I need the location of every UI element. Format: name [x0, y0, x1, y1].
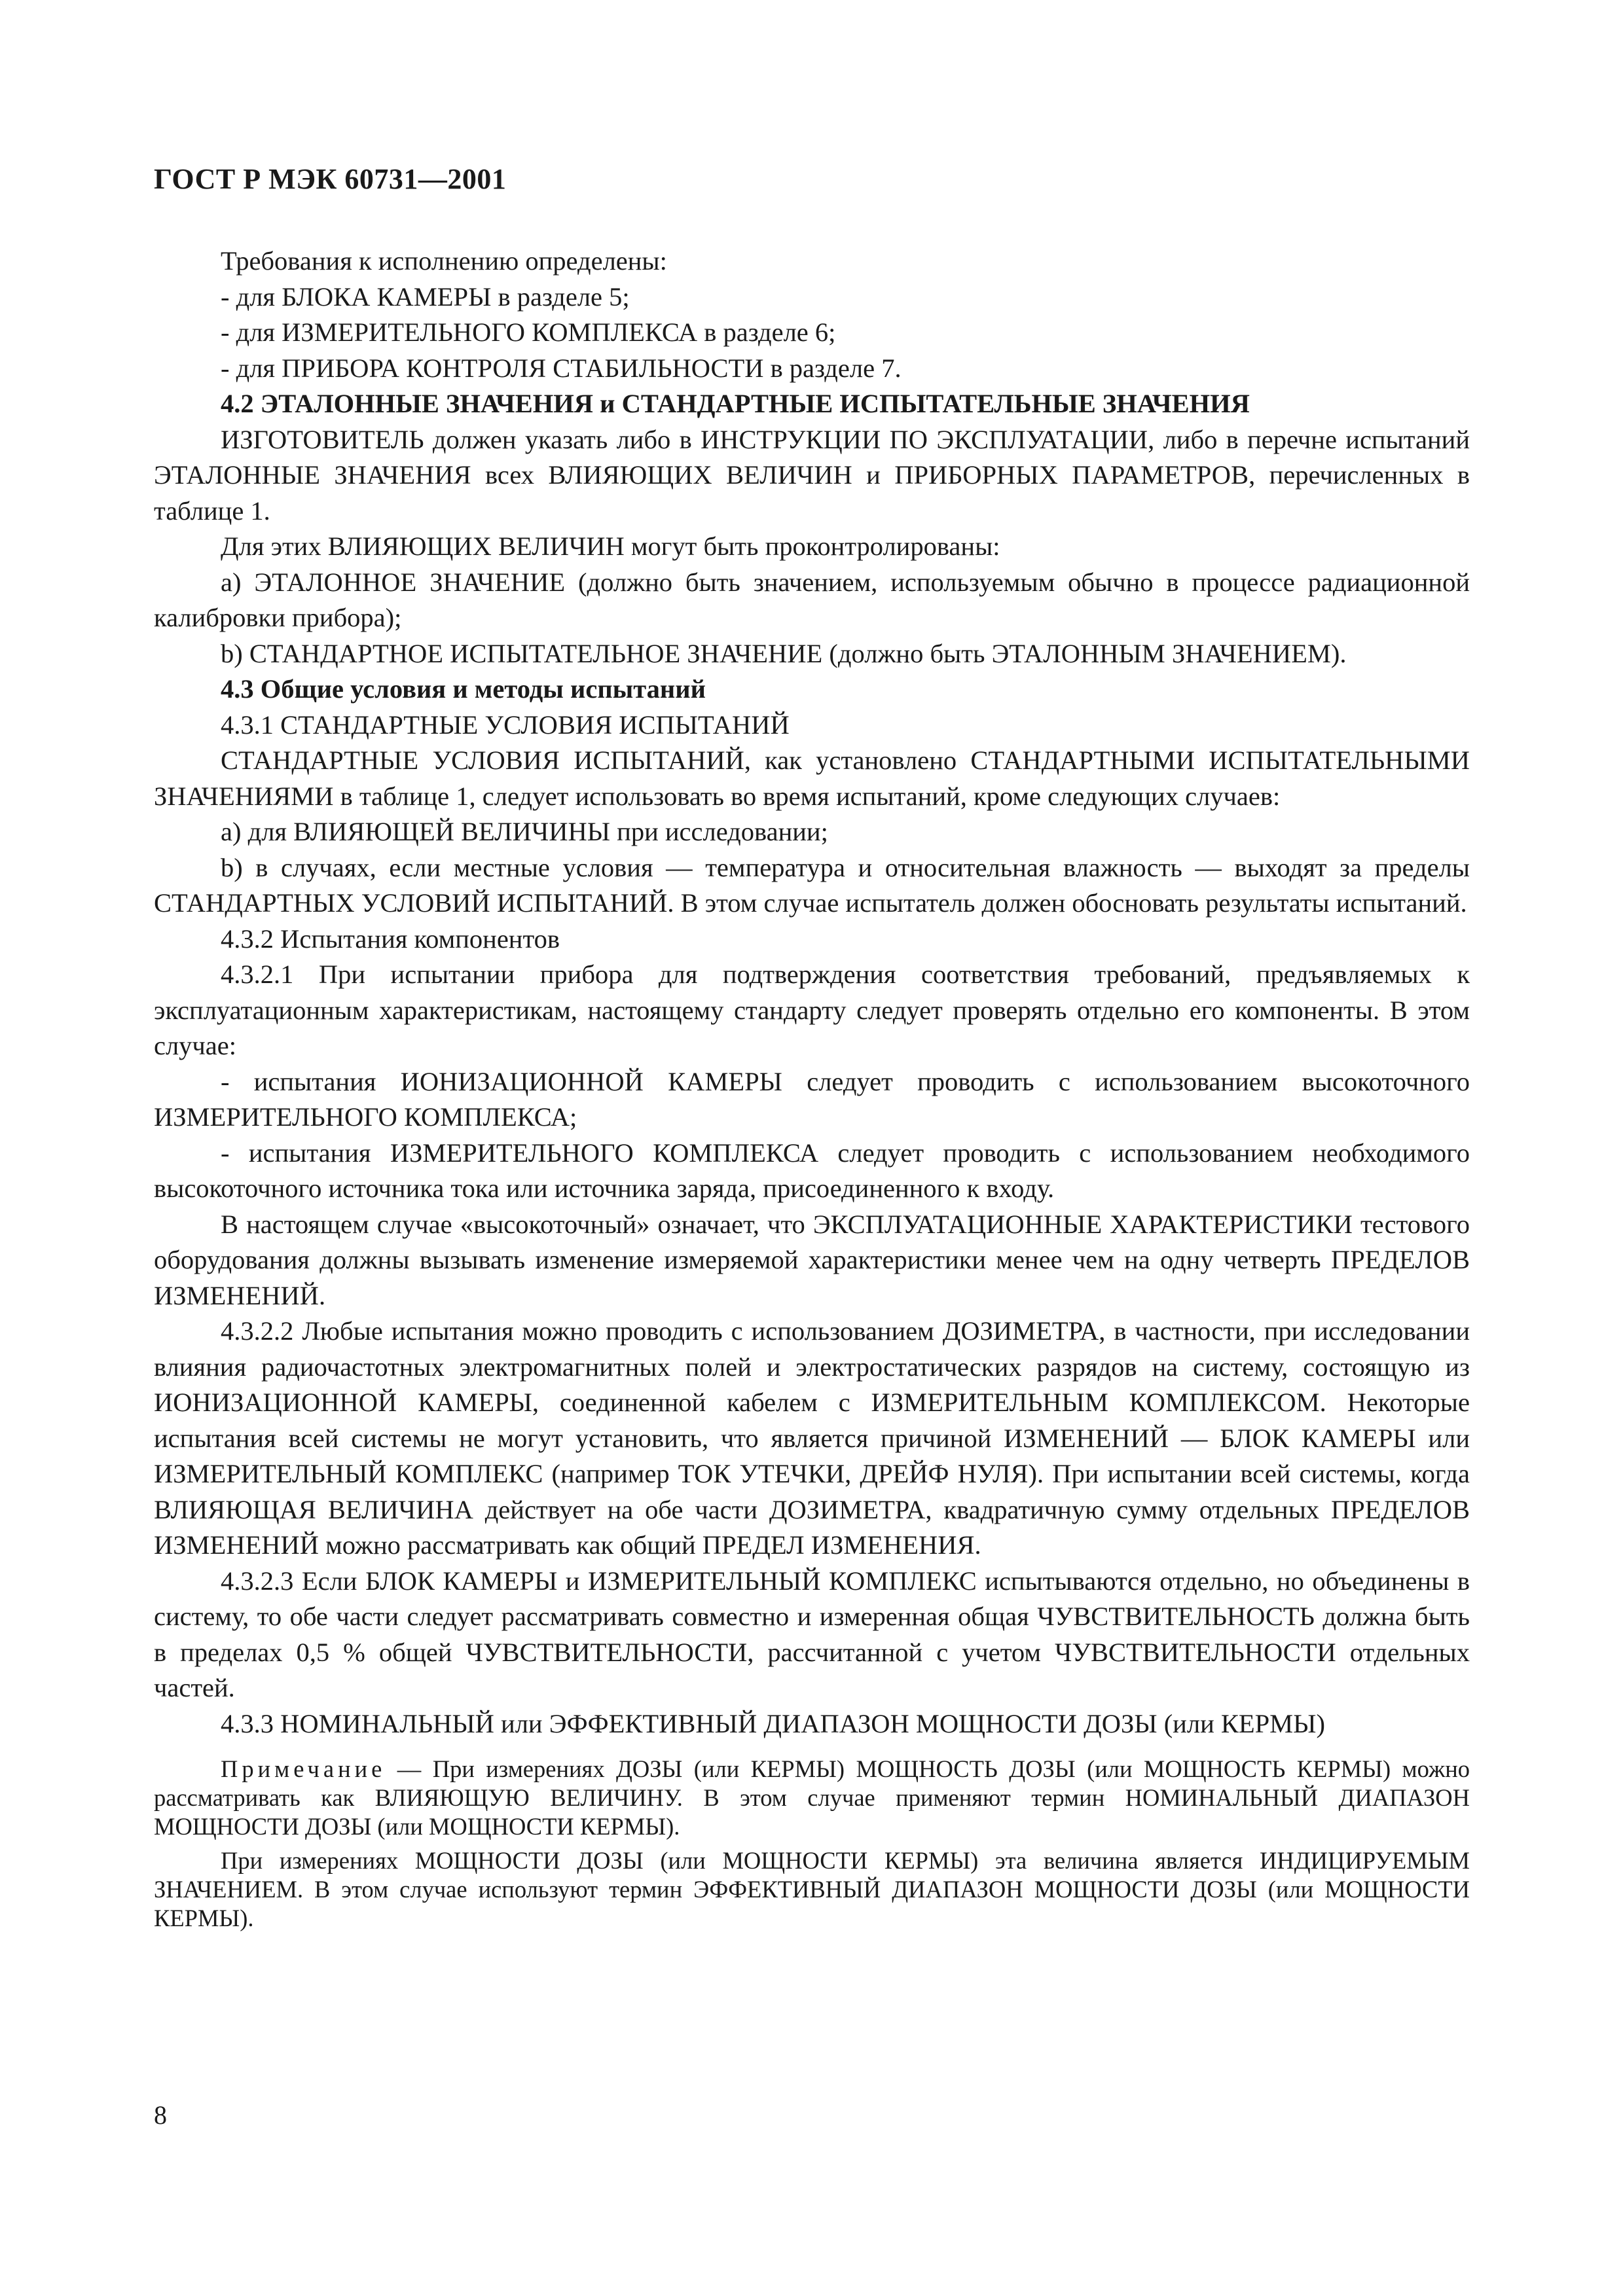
list-item: - для ПРИБОРА КОНТРОЛЯ СТАБИЛЬНОСТИ в разделе 7.	[221, 353, 902, 383]
list-item: - для БЛОКА КАМЕРЫ в разделе 5;	[221, 281, 630, 312]
list-item: а) ЭТАЛОННОЕ ЗНАЧЕНИЕ (должно быть значением, используемым обычно в процессе радиационной калибровки прибора);	[154, 567, 1470, 632]
note-label: Примечание	[221, 1755, 386, 1782]
section-heading-4-3: 4.3 Общие условия и методы испытаний	[221, 674, 706, 704]
note-paragraph	[154, 1755, 1470, 1841]
document-body	[154, 243, 1470, 1933]
paragraph: СТАНДАРТНЫЕ УСЛОВИЯ ИСПЫТАНИЙ, как установлено СТАНДАРТНЫМИ ИСПЫТАТЕЛЬНЫМИ ЗНАЧЕНИЯМИ в таблице 1, следует использовать во время испытаний, кроме следующих случаев:	[154, 745, 1470, 811]
list-item: - для ИЗМЕРИТЕЛЬНОГО КОМПЛЕКСА в разделе 6;	[221, 317, 836, 347]
note-paragraph-2: При измерениях МОЩНОСТИ ДОЗЫ (или МОЩНОСТИ КЕРМЫ) эта величина является ИНДИЦИРУЕМЫМ ЗНАЧЕНИЕМ. В этом случае используют термин ЭФФЕКТИВНЫЙ ДИАПАЗОН МОЩНОСТИ ДОЗЫ (или МОЩНОСТИ КЕРМЫ).	[154, 1847, 1470, 1931]
paragraph: ИЗГОТОВИТЕЛЬ должен указать либо в ИНСТРУКЦИИ ПО ЭКСПЛУАТАЦИИ, либо в перечне испытаний ЭТАЛОННЫЕ ЗНАЧЕНИЯ всех ВЛИЯЮЩИХ ВЕЛИЧИН и ПРИБОРНЫХ ПАРАМЕТРОВ, перечисленных в таблице 1.	[154, 424, 1470, 526]
paragraph: 4.3.2.1 При испытании прибора для подтверждения соответствия требований, предъявляемых к эксплуатационным характеристикам, настоящему стандарту следует проверять отдельно его компоненты. В этом случае:	[154, 960, 1470, 1060]
list-item: b) в случаях, если местные условия — температура и относительная влажность — выходят за пределы СТАНДАРТНЫХ УСЛОВИЙ ИСПЫТАНИЙ. В этом случае испытатель должен обосновать результаты испытаний.	[154, 852, 1470, 918]
page-number: 8	[154, 2100, 167, 2130]
document-header: ГОСТ Р МЭК 60731—2001	[154, 163, 507, 195]
section-heading-4-2: 4.2 ЭТАЛОННЫЕ ЗНАЧЕНИЯ и СТАНДАРТНЫЕ ИСПЫТАТЕЛЬНЫЕ ЗНАЧЕНИЯ	[221, 389, 1250, 418]
list-item: b) СТАНДАРТНОЕ ИСПЫТАТЕЛЬНОЕ ЗНАЧЕНИЕ (должно быть ЭТАЛОННЫМ ЗНАЧЕНИЕМ).	[221, 638, 1347, 668]
list-item: - испытания ИЗМЕРИТЕЛЬНОГО КОМПЛЕКСА следует проводить с использованием необходимого высокоточного источника тока или источника заряда, присоединенного к входу.	[154, 1138, 1470, 1203]
note-text: — При измерениях ДОЗЫ (или КЕРМЫ) МОЩНОСТЬ ДОЗЫ (или МОЩНОСТЬ КЕРМЫ) можно рассматривать как ВЛИЯЮЩУЮ ВЕЛИЧИНУ. В этом случае применяют термин НОМИНАЛЬНЫЙ ДИАПАЗОН МОЩНОСТИ ДОЗЫ (или МОЩНОСТИ КЕРМЫ).	[154, 1755, 1470, 1840]
paragraph: Требования к исполнению определены:	[221, 246, 667, 276]
list-item: а) для ВЛИЯЮЩЕЙ ВЕЛИЧИНЫ при исследовании;	[221, 817, 828, 846]
list-item: - испытания ИОНИЗАЦИОННОЙ КАМЕРЫ следует проводить с использованием высокоточного ИЗМЕРИТЕЛЬНОГО КОМПЛЕКСА;	[154, 1066, 1470, 1132]
subsection-heading-4-3-2: 4.3.2 Испытания компонентов	[221, 924, 560, 954]
paragraph: В настоящем случае «высокоточный» означает, что ЭКСПЛУАТАЦИОННЫЕ ХАРАКТЕРИСТИКИ тестового оборудования должны вызывать изменение измеряемой характеристики менее чем на одну четверть ПРЕДЕЛОВ ИЗМЕНЕНИЙ.	[154, 1209, 1470, 1310]
paragraph: 4.3.2.2 Любые испытания можно проводить с использованием ДОЗИМЕТРА, в частности, при исследовании влияния радиочастотных электромагнитных полей и электростатических разрядов на систему, состоящую из ИОНИЗАЦИОННОЙ КАМЕРЫ, соединенной кабелем с ИЗМЕРИТЕЛЬНЫМ КОМПЛЕКСОМ. Некоторые испытания всей системы не могут установить, что является причиной ИЗМЕНЕНИЙ — БЛОК КАМЕРЫ или ИЗМЕРИТЕЛЬНЫЙ КОМПЛЕКС (например ТОК УТЕЧКИ, ДРЕЙФ НУЛЯ). При испытании всей системы, когда ВЛИЯЮЩАЯ ВЕЛИЧИНА действует на обе части ДОЗИМЕТРА, квадратичную сумму отдельных ПРЕДЕЛОВ ИЗМЕНЕНИЙ можно рассматривать как общий ПРЕДЕЛ ИЗМЕНЕНИЯ.	[154, 1316, 1470, 1560]
subsection-heading-4-3-1: 4.3.1 СТАНДАРТНЫЕ УСЛОВИЯ ИСПЫТАНИЙ	[221, 709, 790, 740]
subsection-heading-4-3-3: 4.3.3 НОМИНАЛЬНЫЙ или ЭФФЕКТИВНЫЙ ДИАПАЗОН МОЩНОСТИ ДОЗЫ (или КЕРМЫ)	[221, 1708, 1325, 1738]
paragraph: Для этих ВЛИЯЮЩИХ ВЕЛИЧИН могут быть проконтролированы:	[221, 531, 1000, 561]
paragraph: 4.3.2.3 Если БЛОК КАМЕРЫ и ИЗМЕРИТЕЛЬНЫЙ КОМПЛЕКС испытываются отдельно, но объединены в систему, то обе части следует рассматривать совместно и измеренная общая ЧУВСТВИТЕЛЬНОСТЬ должна быть в пределах 0,5 % общей ЧУВСТВИТЕЛЬНОСТИ, рассчитанной с учетом ЧУВСТВИТЕЛЬНОСТИ отдельных частей.	[154, 1566, 1470, 1702]
